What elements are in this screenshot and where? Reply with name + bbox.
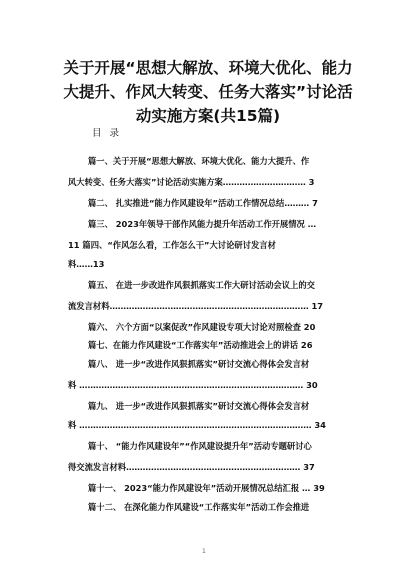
toc-line[interactable]: 料 ……………………………………………………………………… 30 (68, 380, 318, 390)
toc-line[interactable]: 篇十、 “能力作风建设年”“作风建设提升年”活动专题研讨心 (88, 441, 312, 451)
document-title (58, 56, 358, 128)
title-line: 大提升、作风大转变、任务大落实”讨论活 (63, 83, 353, 101)
toc-line[interactable]: 篇十二、 在深化能力作风建设“工作落实年”活动工作会推进 (88, 502, 310, 512)
toc-line[interactable]: 篇八、 进一步“改进作风狠抓落实”研讨交流心得体会发言材 (88, 359, 310, 369)
toc-line[interactable]: 篇七、在能力作风建设“工作落实年”活动推进会上的讲话 26 (88, 340, 313, 350)
toc-line[interactable]: 流发言材料……………………………………………………………… 17 (68, 301, 324, 311)
toc-line[interactable]: 篇三、 2023年领导干部作风能力提升年活动工作开展情况 … (88, 219, 316, 229)
toc-line[interactable]: 料 ………………………………………………………………………… 34 (68, 420, 326, 430)
toc-line[interactable]: 篇二、 扎实推进“能力作风建设年”活动工作情况总结……… 7 (88, 198, 318, 208)
toc-line[interactable]: 篇九、 进一步“改进作风狠抓落实”研讨交流心得体会发言材 (88, 401, 310, 411)
toc-line[interactable]: 篇六、 六个方面“以案促改”作风建设专项大讨论对照检查 20 (88, 322, 316, 332)
title-line: 动实施方案(共15篇) (135, 107, 281, 125)
toc-line[interactable]: 篇十一、 2023“能力作风建设年”活动开展情况总结汇报 … 39 (88, 483, 325, 493)
toc-heading: 目录 (92, 128, 128, 139)
toc-line[interactable]: 11 篇四、“作风怎么看，工作怎么干”大讨论研讨发言材 (68, 240, 276, 250)
toc-line[interactable]: 篇一、关于开展“思想大解放、环境大优化、能力大提升、作 (88, 156, 310, 166)
page-mark: 1 (202, 548, 206, 555)
title-line: 关于开展“思想大解放、环境大优化、能力 (63, 59, 353, 77)
toc-line[interactable]: 得交流发言材料……………………………………………………… 37 (68, 462, 315, 472)
toc-line[interactable]: 料……13 (68, 259, 105, 269)
toc-line[interactable]: 风大转变、任务大落实”讨论活动实施方案………………………… 3 (68, 177, 315, 187)
toc-line[interactable]: 篇五、 在进一步改进作风狠抓落实工作大研讨活动会议上的交 (88, 280, 315, 290)
